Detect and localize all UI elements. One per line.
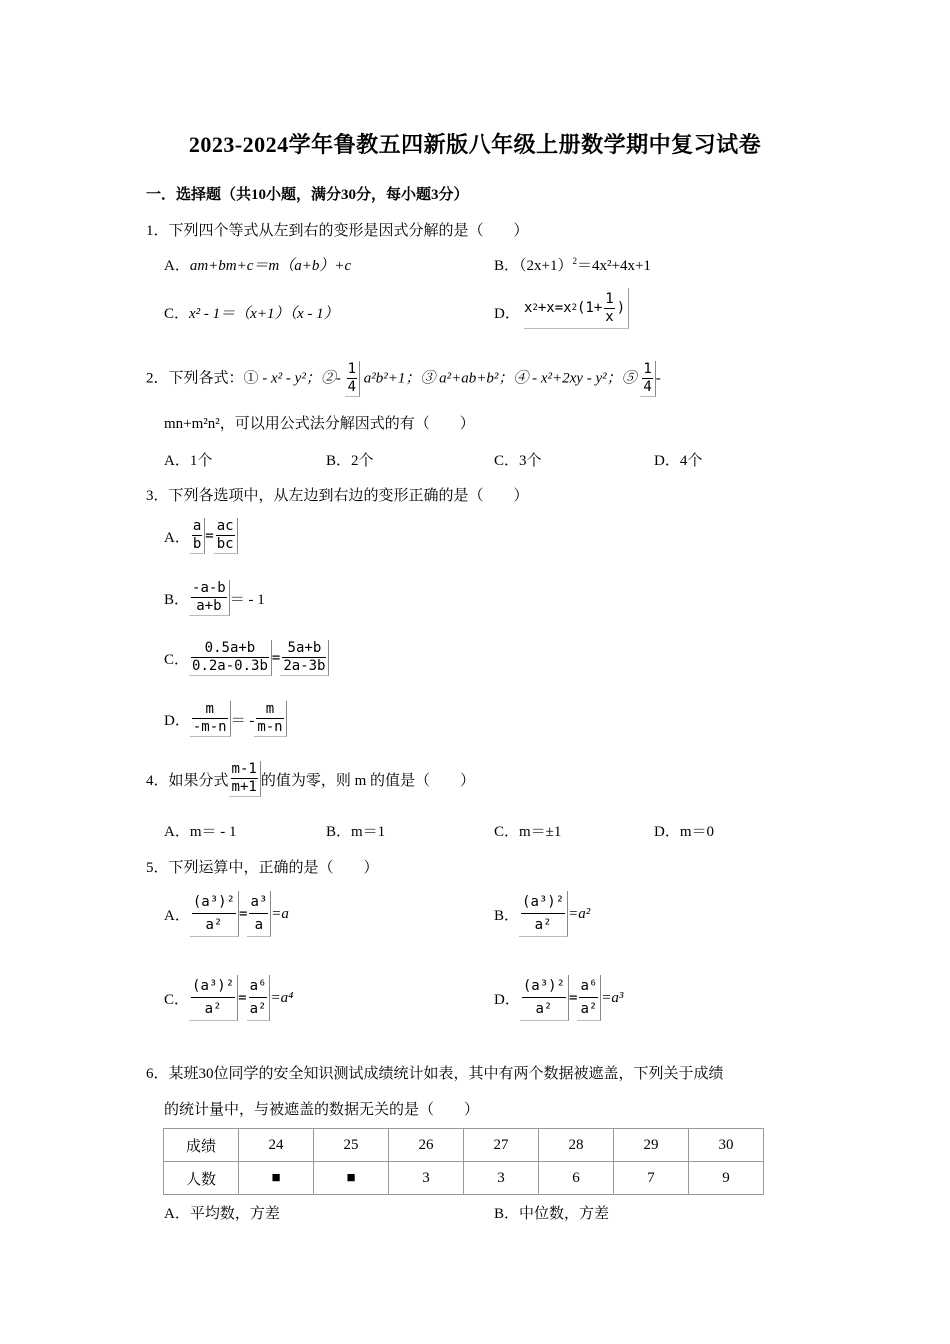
q1-option-b: B．$(2x+1)^2=4x^2+4x+1$ (494, 256, 651, 274)
q1-stem: 1．下列四个等式从左到右的变形是因式分解的是（ ） (146, 223, 529, 239)
table-cell: 25 (314, 1129, 389, 1162)
table-cell: 7 (614, 1162, 689, 1195)
table-cell: 24 (239, 1129, 314, 1162)
q2-stem-part1: 2．下列各式：① - x² - y²；②- $\frac{1}{4}$ a²b²+1；③ a²+ab+b²；④ - x²+2xy - y²；⑤ $\frac{1}{4}$ - (146, 361, 661, 395)
q4-option-c: C．m＝±1 (494, 824, 562, 840)
q5-option-c: C． $\frac{\text{(a³)²}}{\text{a²}}$ = $\frac{\text{a⁶}}{\text{a²}}$ =a⁴ (164, 970, 293, 1026)
table-cell: 3 (464, 1162, 539, 1195)
q3-option-b: B． $\frac{-a-b}{a+b}$ ＝ - 1 (164, 580, 265, 614)
q3-option-a: A． $\frac{a}{b}$ = $\frac{ac}{bc}$ (164, 514, 238, 558)
table-row (164, 1162, 764, 1195)
q6-stem-part1: 6．某班30位同学的安全知识测试成绩统计如表，其中有两个数据被遮盖，下列关于成绩 (146, 1066, 724, 1082)
table-cell: 人数 (164, 1162, 239, 1195)
q4-option-d: D．m＝0 (654, 824, 715, 840)
page-title: 2023-2024学年鲁教五四新版八年级上册数学期中复习试卷 (188, 132, 762, 157)
table-cell: 29 (614, 1129, 689, 1162)
score-table (163, 1128, 764, 1195)
q3-option-d: D． $\frac{m}{-m-n}$ ＝ - $\frac{m}{m-n}$ (164, 697, 287, 741)
covered-cell: ■ (314, 1162, 389, 1195)
q2-option-c: C．3个 (494, 453, 542, 469)
q1-option-d-formula: x 2 +x=x 2 (1+ $\frac{1}{x}$ ) (524, 288, 629, 329)
section-heading: 一．选择题（共10小题，满分30分，每小题3分） (146, 187, 469, 203)
table-cell: 30 (689, 1129, 764, 1162)
q6-option-a: A．平均数，方差 (164, 1206, 280, 1222)
table-cell: 28 (539, 1129, 614, 1162)
q5-stem: 5．下列运算中，正确的是（ ） (146, 860, 379, 876)
q5-option-b: B． $\frac{\text{(a³)²}}{\text{a²}}$ =a² (494, 886, 590, 942)
table-cell: 27 (464, 1129, 539, 1162)
q5-option-d: D． $\frac{\text{(a³)²}}{\text{a²}}$ = $\frac{\text{a⁶}}{\text{a²}}$ =a³ (494, 970, 623, 1026)
q4-option-b: B．m＝1 (326, 824, 386, 840)
q2-option-d: D．4个 (654, 453, 703, 469)
table-cell: 26 (389, 1129, 464, 1162)
q4-option-a: A．m＝ - 1 (164, 824, 237, 840)
q1-option-d-label: D． (494, 306, 520, 322)
q5-option-a: A． $\frac{\text{(a³)²}}{\text{a²}}$ = $\frac{\text{a³}}{a}$ =a (164, 886, 289, 942)
q2-stem-part2: mn+m²n²，可以用公式法分解因式的有（ ） (164, 416, 475, 432)
table-cell: 6 (539, 1162, 614, 1195)
q2-option-b: B．2个 (326, 453, 374, 469)
table-cell: 成绩 (164, 1129, 239, 1162)
q6-stem-part2: 的统计量中，与被遮盖的数据无关的是（ ） (164, 1102, 480, 1118)
q4-stem: 4．如果分式 $\frac{m-1}{m+1}$ 的值为零，则 m 的值是（ ） (146, 761, 475, 795)
table-row (164, 1129, 764, 1162)
covered-cell: ■ (239, 1162, 314, 1195)
q3-option-c: C． $\frac{0.5a+b}{0.2a-0.3b}$ = $\frac{5a+b}{2a-3b}$ (164, 636, 329, 680)
q6-option-b: B．中位数，方差 (494, 1206, 610, 1222)
q3-stem: 3．下列各选项中，从左边到右边的变形正确的是（ ） (146, 488, 529, 504)
q1-option-c: C．x² - 1＝（x+1）（x - 1） (164, 306, 339, 322)
q1-option-a: A．am+bm+c＝m（a+b）+c (164, 258, 352, 274)
q2-option-a: A．1个 (164, 453, 213, 469)
table-cell: 9 (689, 1162, 764, 1195)
table-cell: 3 (389, 1162, 464, 1195)
